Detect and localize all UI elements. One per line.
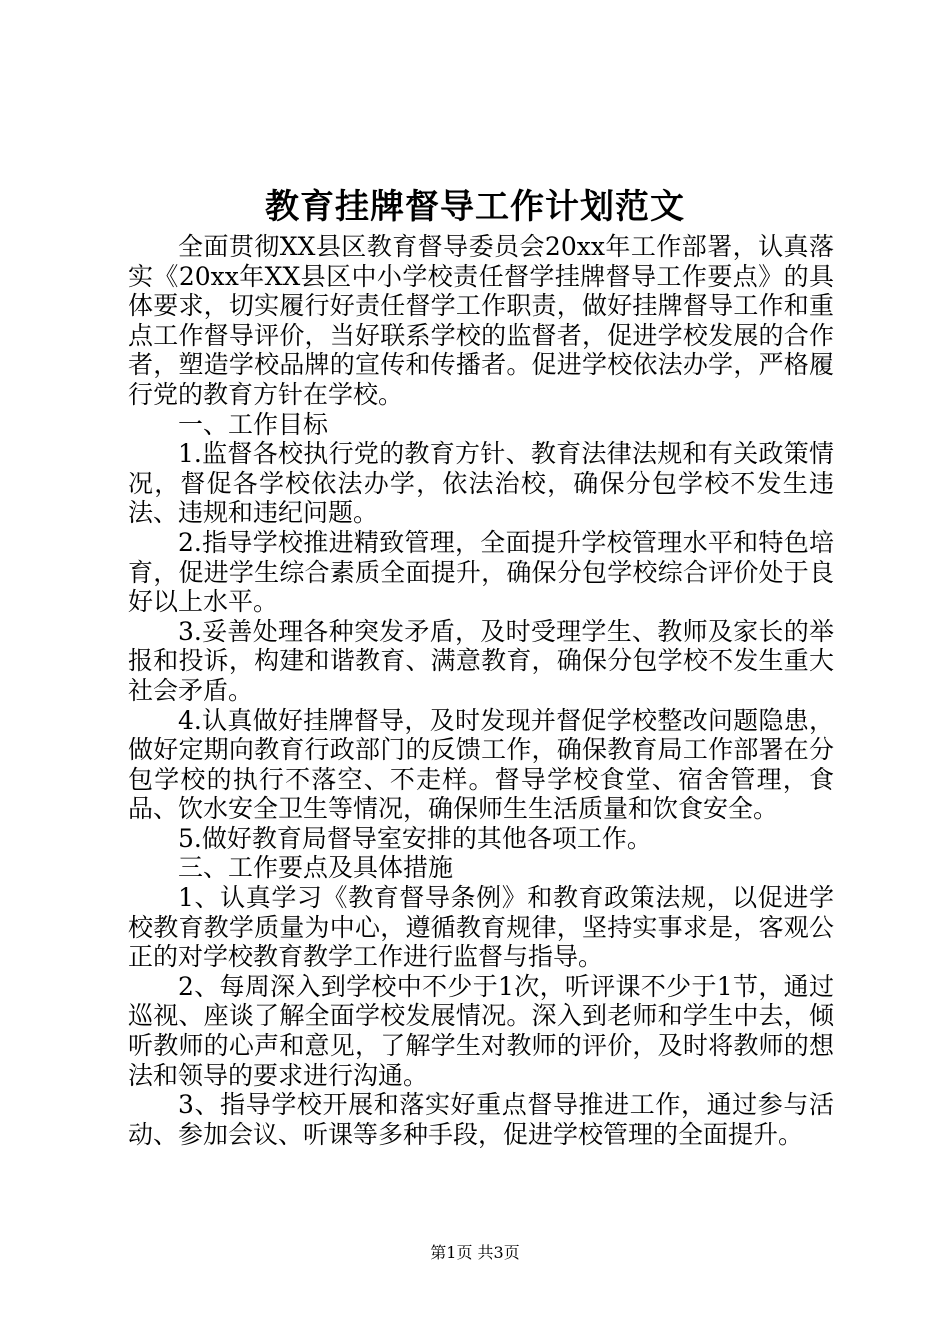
page-number-footer: 第1页 共3页 — [430, 1243, 520, 1262]
paragraph-goal-5: 5.做好教育局督导室安排的其他各项工作。 — [178, 823, 652, 853]
paragraph-goal-4: 4.认真做好挂牌督导，及时发现并督促学校整改问题隐患，做好定期向教育行政部门的反馈工作，确保教育局工作部署在分包学校的执行不落空、不走样。督导学校食堂、宿舍管理，食品、饮水安全卫生等情况，确保师生生活质量和饮食安全。 — [128, 705, 834, 824]
paragraph-measure-2: 2、每周深入到学校中不少于1次，听评课不少于1节，通过巡视、座谈了解全面学校发展情况。深入到老师和学生中去，倾听教师的心声和意见，了解学生对教师的评价，及时将教师的想法和领导的要求进行沟通。 — [128, 971, 834, 1090]
document-body — [128, 232, 834, 1149]
document-title: 教育挂牌督导工作计划范文 — [265, 187, 685, 227]
paragraph-measure-3: 3、指导学校开展和落实好重点督导推进工作，通过参与活动、参加会议、听课等多种手段，促进学校管理的全面提升。 — [128, 1090, 834, 1149]
paragraph-goal-1: 1.监督各校执行党的教育方针、教育法律法规和有关政策情况，督促各学校依法办学，依法治校，确保分包学校不发生违法、违规和违纪问题。 — [128, 439, 834, 528]
heading-key-points: 三、工作要点及具体措施 — [178, 853, 454, 883]
heading-work-goals: 一、工作目标 — [178, 409, 329, 439]
paragraph-goal-3: 3.妥善处理各种突发矛盾，及时受理学生、教师及家长的举报和投诉，构建和谐教育、满意教育，确保分包学校不发生重大社会矛盾。 — [128, 616, 834, 705]
paragraph-intro: 全面贯彻XX县区教育督导委员会20xx年工作部署，认真落实《20xx年XX县区中小学校责任督学挂牌督导工作要点》的具体要求，切实履行好责任督学工作职责，做好挂牌督导工作和重点工作督导评价，当好联系学校的监督者，促进学校发展的合作者，塑造学校品牌的宣传和传播者。促进学校依法办学，严格履行党的教育方针在学校。 — [128, 232, 834, 409]
paragraph-goal-2: 2.指导学校推进精致管理，全面提升学校管理水平和特色培育，促进学生综合素质全面提升，确保分包学校综合评价处于良好以上水平。 — [128, 527, 834, 617]
paragraph-measure-1: 1、认真学习《教育督导条例》和教育政策法规，以促进学校教育教学质量为中心，遵循教育规律，坚持实事求是，客观公正的对学校教育教学工作进行监督与指导。 — [128, 883, 834, 972]
